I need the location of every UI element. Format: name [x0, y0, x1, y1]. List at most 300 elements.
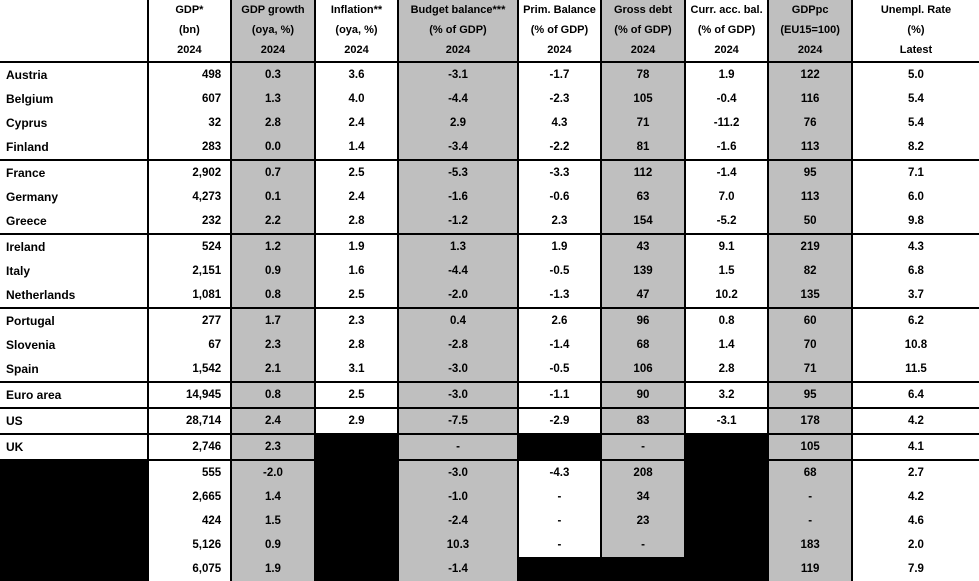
cell-gdp_growth [231, 160, 315, 185]
cell-gdp_growth [231, 333, 315, 357]
cell-unempl-text: 7.1 [853, 161, 979, 185]
cell-prim_balance [518, 135, 602, 160]
cell-unempl-text: 7.9 [853, 557, 979, 581]
cell-gross_debt-text [602, 557, 684, 581]
header-gdppc-line3 [768, 40, 852, 62]
cell-curr_acc [685, 357, 769, 382]
header-unempl-line3-text: Latest [853, 40, 979, 61]
cell-gdppc [768, 408, 852, 434]
cell-gdp [148, 533, 232, 557]
cell-gross_debt-text: 139 [602, 259, 684, 283]
cell-gdp_growth [231, 62, 315, 87]
cell-gdppc [768, 382, 852, 408]
cell-prim_balance [518, 308, 602, 333]
table-row [0, 533, 979, 557]
table-row [0, 333, 979, 357]
header-budget_balance-line3 [398, 40, 517, 62]
cell-gross_debt [601, 557, 685, 581]
cell-budget_balance-text: -3.1 [399, 63, 516, 87]
cell-unempl-text: 8.2 [853, 135, 979, 159]
cell-gdp [148, 557, 232, 581]
cell-gdppc-text: 60 [769, 309, 851, 333]
cell-gdppc-text: 70 [769, 333, 851, 357]
cell-prim_balance-text: -0.5 [519, 357, 601, 381]
cell-curr_acc [685, 135, 769, 160]
cell-gdp-text: 2,151 [149, 259, 231, 283]
cell-curr_acc [685, 62, 769, 87]
cell-gross_debt [601, 382, 685, 408]
header-gdppc-line1-text: GDPpc [769, 0, 851, 21]
cell-curr_acc-text: -1.4 [686, 161, 768, 185]
cell-country [0, 382, 148, 408]
cell-gdp [148, 111, 232, 135]
cell-gdp [148, 259, 232, 283]
cell-inflation [315, 509, 399, 533]
table-row [0, 87, 979, 111]
cell-gdp_growth [231, 485, 315, 509]
cell-gdppc [768, 135, 852, 160]
cell-gdppc [768, 283, 852, 308]
header-budget_balance-line2-text: (% of GDP) [399, 21, 516, 40]
cell-budget_balance-text: - [399, 435, 516, 459]
cell-prim_balance-text: - [519, 533, 601, 557]
cell-gross_debt [601, 333, 685, 357]
cell-unempl [852, 382, 979, 408]
cell-budget_balance [398, 283, 517, 308]
cell-curr_acc-text: -0.4 [686, 87, 768, 111]
cell-gdppc-text: 135 [769, 283, 851, 307]
cell-country-text: France [0, 161, 147, 185]
header-inflation-line3-text: 2024 [316, 40, 398, 61]
cell-prim_balance-text [519, 435, 601, 459]
cell-country [0, 87, 148, 111]
cell-prim_balance-text: -0.5 [519, 259, 601, 283]
cell-inflation-text: 2.4 [316, 185, 398, 209]
cell-prim_balance-text: 2.6 [519, 309, 601, 333]
cell-prim_balance-text [519, 557, 601, 581]
cell-curr_acc [685, 533, 769, 557]
cell-gdp_growth [231, 209, 315, 234]
cell-gdppc-text: 113 [769, 185, 851, 209]
cell-gdp [148, 333, 232, 357]
cell-gross_debt-text: 106 [602, 357, 684, 381]
cell-gross_debt [601, 160, 685, 185]
cell-gdp-text: 2,746 [149, 435, 231, 459]
cell-country-text: Cyprus [0, 111, 147, 135]
header-prim_balance-line1 [518, 0, 602, 21]
cell-gdp_growth [231, 533, 315, 557]
cell-gdp [148, 135, 232, 160]
header-gdppc-line3-text: 2024 [769, 40, 851, 61]
header-curr_acc-line2-text: (% of GDP) [686, 21, 768, 40]
cell-gdp-text: 4,273 [149, 185, 231, 209]
cell-inflation [315, 557, 399, 581]
header-country-line1-text [0, 0, 147, 21]
cell-country [0, 308, 148, 333]
cell-prim_balance-text: -4.3 [519, 461, 601, 485]
cell-curr_acc [685, 111, 769, 135]
cell-prim_balance-text: 2.3 [519, 209, 601, 233]
cell-curr_acc [685, 460, 769, 485]
cell-inflation-text [316, 461, 398, 485]
cell-gdp-text: 32 [149, 111, 231, 135]
cell-gdppc-text: 113 [769, 135, 851, 159]
cell-budget_balance [398, 333, 517, 357]
cell-curr_acc-text: 0.8 [686, 309, 768, 333]
cell-gdp_growth-text: 1.3 [232, 87, 314, 111]
cell-inflation [315, 234, 399, 259]
cell-country [0, 533, 148, 557]
cell-gdppc [768, 259, 852, 283]
header-prim_balance-line3-text: 2024 [519, 40, 601, 61]
header-gdp-line3 [148, 40, 232, 62]
cell-prim_balance [518, 185, 602, 209]
cell-curr_acc-text: 1.5 [686, 259, 768, 283]
cell-gdp_growth [231, 382, 315, 408]
cell-prim_balance-text: -2.9 [519, 409, 601, 433]
cell-curr_acc [685, 308, 769, 333]
cell-unempl [852, 308, 979, 333]
cell-gdp_growth-text: 1.7 [232, 309, 314, 333]
cell-gross_debt [601, 533, 685, 557]
cell-budget_balance-text: -3.4 [399, 135, 516, 159]
cell-prim_balance [518, 460, 602, 485]
cell-gross_debt-text: 47 [602, 283, 684, 307]
cell-budget_balance-text: 0.4 [399, 309, 516, 333]
table-row [0, 111, 979, 135]
cell-gdp-text: 1,081 [149, 283, 231, 307]
table-row [0, 259, 979, 283]
cell-country-text: Euro area [0, 383, 147, 407]
cell-inflation-text: 2.8 [316, 333, 398, 357]
header-gross_debt-line2 [601, 21, 685, 40]
cell-curr_acc-text [686, 435, 768, 459]
table-row [0, 160, 979, 185]
cell-prim_balance [518, 533, 602, 557]
header-unempl-line2-text: (%) [853, 21, 979, 40]
header-unempl-line1 [852, 0, 979, 21]
cell-prim_balance-text: -1.3 [519, 283, 601, 307]
table-row [0, 185, 979, 209]
cell-inflation-text [316, 509, 398, 533]
cell-inflation-text [316, 557, 398, 581]
cell-gdp [148, 283, 232, 308]
cell-unempl [852, 259, 979, 283]
cell-budget_balance [398, 509, 517, 533]
cell-gross_debt [601, 234, 685, 259]
cell-gdppc-text: - [769, 485, 851, 509]
header-gdppc-line2-text: (EU15=100) [769, 21, 851, 40]
cell-country [0, 460, 148, 485]
header-gdp-line2-text: (bn) [149, 21, 231, 40]
cell-inflation [315, 333, 399, 357]
cell-gross_debt [601, 283, 685, 308]
cell-gdp_growth-text: 2.2 [232, 209, 314, 233]
cell-gdp-text: 283 [149, 135, 231, 159]
cell-inflation-text: 2.5 [316, 283, 398, 307]
cell-gdppc [768, 111, 852, 135]
cell-curr_acc [685, 485, 769, 509]
cell-country [0, 259, 148, 283]
cell-gdppc [768, 485, 852, 509]
cell-inflation-text: 4.0 [316, 87, 398, 111]
table-row [0, 382, 979, 408]
cell-gross_debt-text: - [602, 435, 684, 459]
cell-gdp [148, 485, 232, 509]
cell-gdppc [768, 460, 852, 485]
cell-gdp [148, 509, 232, 533]
cell-unempl [852, 209, 979, 234]
header-curr_acc-line1-text: Curr. acc. bal. [686, 0, 768, 21]
cell-gdp_growth-text: 1.5 [232, 509, 314, 533]
cell-gdp_growth-text: 1.9 [232, 557, 314, 581]
cell-unempl-text: 10.8 [853, 333, 979, 357]
cell-prim_balance [518, 509, 602, 533]
header-country-line3-text [0, 40, 147, 61]
cell-country [0, 234, 148, 259]
cell-gdp_growth [231, 308, 315, 333]
header-inflation-line1 [315, 0, 399, 21]
cell-gdppc-text: 95 [769, 383, 851, 407]
cell-gdppc-text: 122 [769, 63, 851, 87]
cell-gross_debt-text: 68 [602, 333, 684, 357]
cell-gdppc-text: 71 [769, 357, 851, 381]
cell-gross_debt-text: 83 [602, 409, 684, 433]
cell-gdp_growth [231, 408, 315, 434]
header-inflation-line2 [315, 21, 399, 40]
cell-unempl-text: 4.3 [853, 235, 979, 259]
cell-unempl-text: 2.7 [853, 461, 979, 485]
cell-country [0, 283, 148, 308]
cell-unempl-text: 4.6 [853, 509, 979, 533]
cell-country [0, 135, 148, 160]
cell-inflation-text: 2.8 [316, 209, 398, 233]
cell-budget_balance-text: -2.0 [399, 283, 516, 307]
table-row [0, 460, 979, 485]
cell-budget_balance [398, 533, 517, 557]
cell-gdp_growth [231, 460, 315, 485]
header-gdp_growth-line1 [231, 0, 315, 21]
cell-curr_acc [685, 160, 769, 185]
table-row [0, 434, 979, 460]
cell-gross_debt-text: 63 [602, 185, 684, 209]
cell-gdp_growth-text: 2.4 [232, 409, 314, 433]
header-gdp_growth-line3 [231, 40, 315, 62]
cell-gdp-text: 28,714 [149, 409, 231, 433]
cell-gross_debt [601, 408, 685, 434]
cell-unempl-text: 5.0 [853, 63, 979, 87]
cell-country-text: UK [0, 435, 147, 459]
cell-unempl-text: 6.2 [853, 309, 979, 333]
cell-budget_balance [398, 308, 517, 333]
cell-gdp_growth [231, 557, 315, 581]
header-gdppc-line2 [768, 21, 852, 40]
header-gdp_growth-line2-text: (oya, %) [232, 21, 314, 40]
cell-unempl [852, 485, 979, 509]
header-budget_balance-line3-text: 2024 [399, 40, 516, 61]
cell-gdp-text: 232 [149, 209, 231, 233]
cell-inflation [315, 408, 399, 434]
cell-unempl-text: 5.4 [853, 111, 979, 135]
cell-prim_balance [518, 382, 602, 408]
cell-inflation-text: 1.6 [316, 259, 398, 283]
cell-gdppc-text: 82 [769, 259, 851, 283]
header-prim_balance-line2 [518, 21, 602, 40]
cell-gdp_growth [231, 135, 315, 160]
cell-gross_debt-text: 105 [602, 87, 684, 111]
header-unempl-line1-text: Unempl. Rate [853, 0, 979, 21]
cell-gdppc [768, 62, 852, 87]
cell-budget_balance [398, 87, 517, 111]
cell-country-text [0, 557, 147, 581]
cell-prim_balance [518, 408, 602, 434]
cell-inflation [315, 533, 399, 557]
cell-gross_debt [601, 209, 685, 234]
header-gdppc-line1 [768, 0, 852, 21]
cell-inflation-text: 1.4 [316, 135, 398, 159]
cell-inflation [315, 434, 399, 460]
cell-country [0, 434, 148, 460]
cell-gdppc-text: 116 [769, 87, 851, 111]
cell-country-text: Portugal [0, 309, 147, 333]
cell-gross_debt-text: 112 [602, 161, 684, 185]
cell-gross_debt [601, 460, 685, 485]
cell-unempl [852, 460, 979, 485]
cell-gdp [148, 234, 232, 259]
cell-inflation [315, 460, 399, 485]
cell-inflation [315, 62, 399, 87]
header-inflation-line3 [315, 40, 399, 62]
cell-gdppc-text: 183 [769, 533, 851, 557]
cell-budget_balance-text: -4.4 [399, 259, 516, 283]
cell-gdppc [768, 557, 852, 581]
cell-inflation-text: 2.9 [316, 409, 398, 433]
cell-unempl-text: 5.4 [853, 87, 979, 111]
cell-budget_balance [398, 234, 517, 259]
table-row [0, 509, 979, 533]
cell-curr_acc-text: 10.2 [686, 283, 768, 307]
cell-curr_acc-text: 1.9 [686, 63, 768, 87]
table-row [0, 135, 979, 160]
cell-budget_balance-text: -3.0 [399, 383, 516, 407]
cell-budget_balance-text: -4.4 [399, 87, 516, 111]
cell-curr_acc [685, 509, 769, 533]
cell-gdppc-text: 50 [769, 209, 851, 233]
cell-gdp [148, 87, 232, 111]
cell-unempl-text: 2.0 [853, 533, 979, 557]
table-row [0, 62, 979, 87]
header-row-1 [0, 0, 979, 21]
table-row [0, 234, 979, 259]
cell-inflation-text [316, 485, 398, 509]
cell-budget_balance-text: -7.5 [399, 409, 516, 433]
cell-inflation [315, 135, 399, 160]
header-prim_balance-line3 [518, 40, 602, 62]
cell-gross_debt-text: 78 [602, 63, 684, 87]
cell-inflation-text [316, 533, 398, 557]
cell-unempl [852, 135, 979, 160]
cell-gross_debt-text: 208 [602, 461, 684, 485]
cell-gdp-text: 498 [149, 63, 231, 87]
cell-unempl [852, 234, 979, 259]
cell-curr_acc-text: 9.1 [686, 235, 768, 259]
cell-gdp-text: 5,126 [149, 533, 231, 557]
header-gross_debt-line3 [601, 40, 685, 62]
cell-budget_balance [398, 357, 517, 382]
cell-inflation [315, 111, 399, 135]
cell-gdp-text: 6,075 [149, 557, 231, 581]
cell-budget_balance-text: -1.6 [399, 185, 516, 209]
cell-gross_debt-text: - [602, 533, 684, 557]
header-curr_acc-line2 [685, 21, 769, 40]
cell-prim_balance [518, 557, 602, 581]
cell-prim_balance-text: -0.6 [519, 185, 601, 209]
cell-curr_acc-text: -1.6 [686, 135, 768, 159]
cell-gdp_growth [231, 259, 315, 283]
cell-country [0, 62, 148, 87]
table-row [0, 408, 979, 434]
cell-gross_debt [601, 308, 685, 333]
cell-unempl [852, 434, 979, 460]
header-prim_balance-line2-text: (% of GDP) [519, 21, 601, 40]
cell-unempl-text: 11.5 [853, 357, 979, 381]
cell-gdppc [768, 87, 852, 111]
cell-country [0, 357, 148, 382]
table-row [0, 557, 979, 581]
cell-unempl-text: 4.1 [853, 435, 979, 459]
cell-budget_balance [398, 209, 517, 234]
cell-budget_balance [398, 135, 517, 160]
cell-country-text: Finland [0, 135, 147, 159]
cell-curr_acc [685, 234, 769, 259]
cell-prim_balance-text: - [519, 509, 601, 533]
cell-gross_debt-text: 71 [602, 111, 684, 135]
cell-gdp [148, 357, 232, 382]
cell-prim_balance [518, 111, 602, 135]
cell-gdp [148, 160, 232, 185]
cell-gdp_growth [231, 185, 315, 209]
cell-country-text: Belgium [0, 87, 147, 111]
header-gdp-line1-text: GDP* [149, 0, 231, 21]
cell-prim_balance-text: -1.1 [519, 383, 601, 407]
cell-gross_debt [601, 357, 685, 382]
cell-gdp_growth-text: 0.9 [232, 259, 314, 283]
cell-gdp_growth-text: 0.7 [232, 161, 314, 185]
cell-gross_debt-text: 96 [602, 309, 684, 333]
cell-gdppc-text: 68 [769, 461, 851, 485]
cell-unempl [852, 533, 979, 557]
cell-unempl-text: 6.0 [853, 185, 979, 209]
cell-unempl [852, 185, 979, 209]
cell-curr_acc-text: -3.1 [686, 409, 768, 433]
header-budget_balance-line1 [398, 0, 517, 21]
cell-gdp_growth-text: 2.3 [232, 333, 314, 357]
cell-gdp_growth [231, 434, 315, 460]
cell-prim_balance [518, 333, 602, 357]
cell-gdppc [768, 434, 852, 460]
cell-inflation [315, 259, 399, 283]
cell-gdp_growth [231, 509, 315, 533]
cell-curr_acc [685, 557, 769, 581]
header-gdp-line3-text: 2024 [149, 40, 231, 61]
cell-prim_balance [518, 283, 602, 308]
cell-gdp-text: 607 [149, 87, 231, 111]
cell-gdp_growth-text: 0.8 [232, 283, 314, 307]
header-country-line2 [0, 21, 148, 40]
cell-country-text: Austria [0, 63, 147, 87]
table-row [0, 357, 979, 382]
cell-gross_debt-text: 154 [602, 209, 684, 233]
